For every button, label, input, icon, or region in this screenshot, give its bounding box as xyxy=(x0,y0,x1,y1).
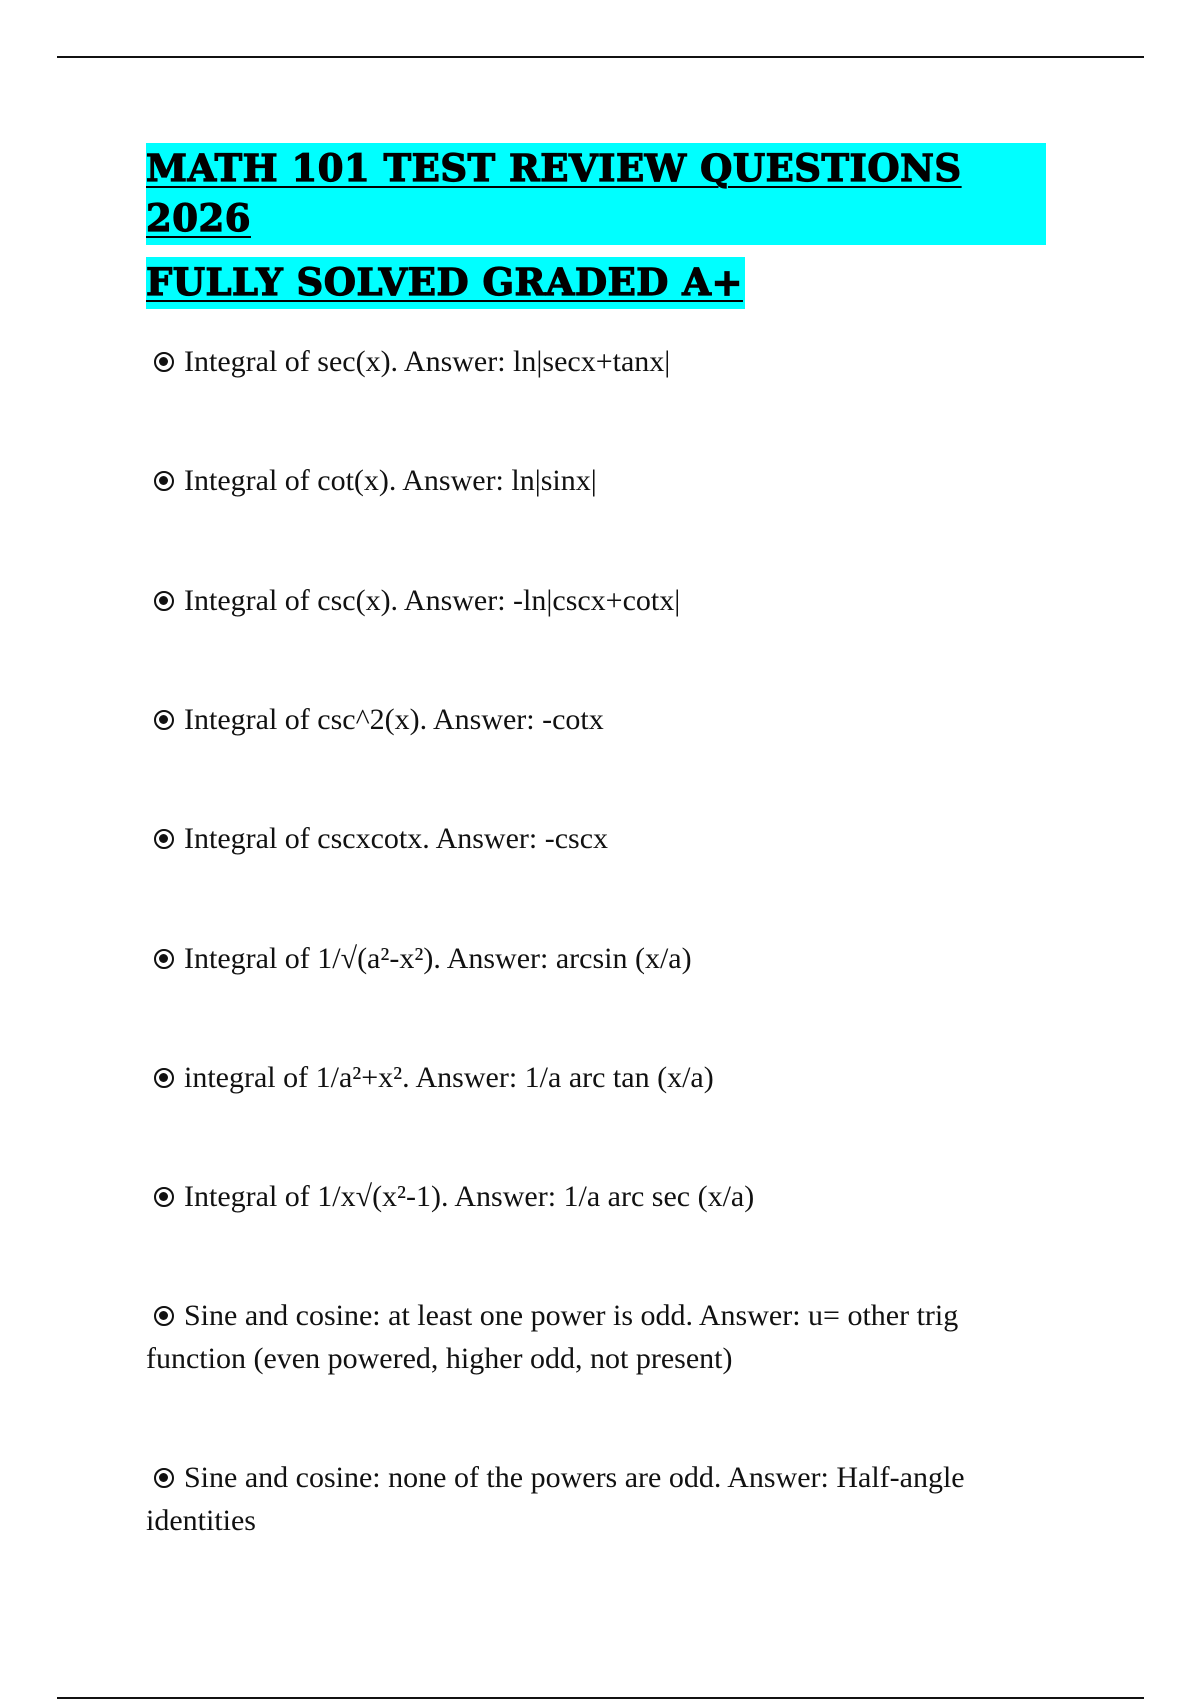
list-item xyxy=(146,817,1056,860)
item-text: Integral of 1/x√(x²-1). Answer: 1/a arc sec (x/a) xyxy=(184,1180,755,1213)
list-item xyxy=(146,1056,1056,1099)
document-title xyxy=(146,143,1046,321)
list-item xyxy=(146,579,1056,622)
fisheye-bullet-icon xyxy=(154,591,174,611)
fisheye-bullet-icon xyxy=(154,1468,174,1488)
fisheye-bullet-icon xyxy=(154,1068,174,1088)
item-text: Integral of sec(x). Answer: ln|secx+tanx| xyxy=(184,345,671,378)
item-text: Sine and cosine: at least one power is odd. Answer: u= other trig function (even powered, higher odd, not present) xyxy=(146,1299,959,1375)
fisheye-bullet-icon xyxy=(154,710,174,730)
fisheye-bullet-icon xyxy=(154,352,174,372)
list-item xyxy=(146,698,1056,741)
fisheye-bullet-icon xyxy=(154,1187,174,1207)
item-text: Sine and cosine: none of the powers are odd. Answer: Half-angle identities xyxy=(146,1461,965,1537)
fisheye-bullet-icon xyxy=(154,1306,174,1326)
list-item xyxy=(146,1294,1056,1380)
title-line-2: FULLY SOLVED GRADED A+ xyxy=(146,257,745,309)
bottom-divider xyxy=(57,1697,1144,1699)
fisheye-bullet-icon xyxy=(154,829,174,849)
list-item xyxy=(146,459,1056,502)
list-item xyxy=(146,1456,1056,1542)
item-text: Integral of cscxcotx. Answer: -cscx xyxy=(184,822,609,855)
fisheye-bullet-icon xyxy=(154,471,174,491)
list-item xyxy=(146,1175,1056,1218)
title-line-1: MATH 101 TEST REVIEW QUESTIONS 2026 xyxy=(146,143,1046,245)
fisheye-bullet-icon xyxy=(154,949,174,969)
item-text: Integral of 1/√(a²-x²). Answer: arcsin (x/a) xyxy=(184,942,692,975)
item-text: integral of 1/a²+x². Answer: 1/a arc tan (x/a) xyxy=(184,1061,714,1094)
list-item xyxy=(146,937,1056,980)
item-text: Integral of csc(x). Answer: -ln|cscx+cotx| xyxy=(184,584,681,617)
list-item xyxy=(146,340,1056,383)
item-text: Integral of cot(x). Answer: ln|sinx| xyxy=(184,464,597,497)
top-divider xyxy=(57,56,1144,58)
item-text: Integral of csc^2(x). Answer: -cotx xyxy=(184,703,604,736)
